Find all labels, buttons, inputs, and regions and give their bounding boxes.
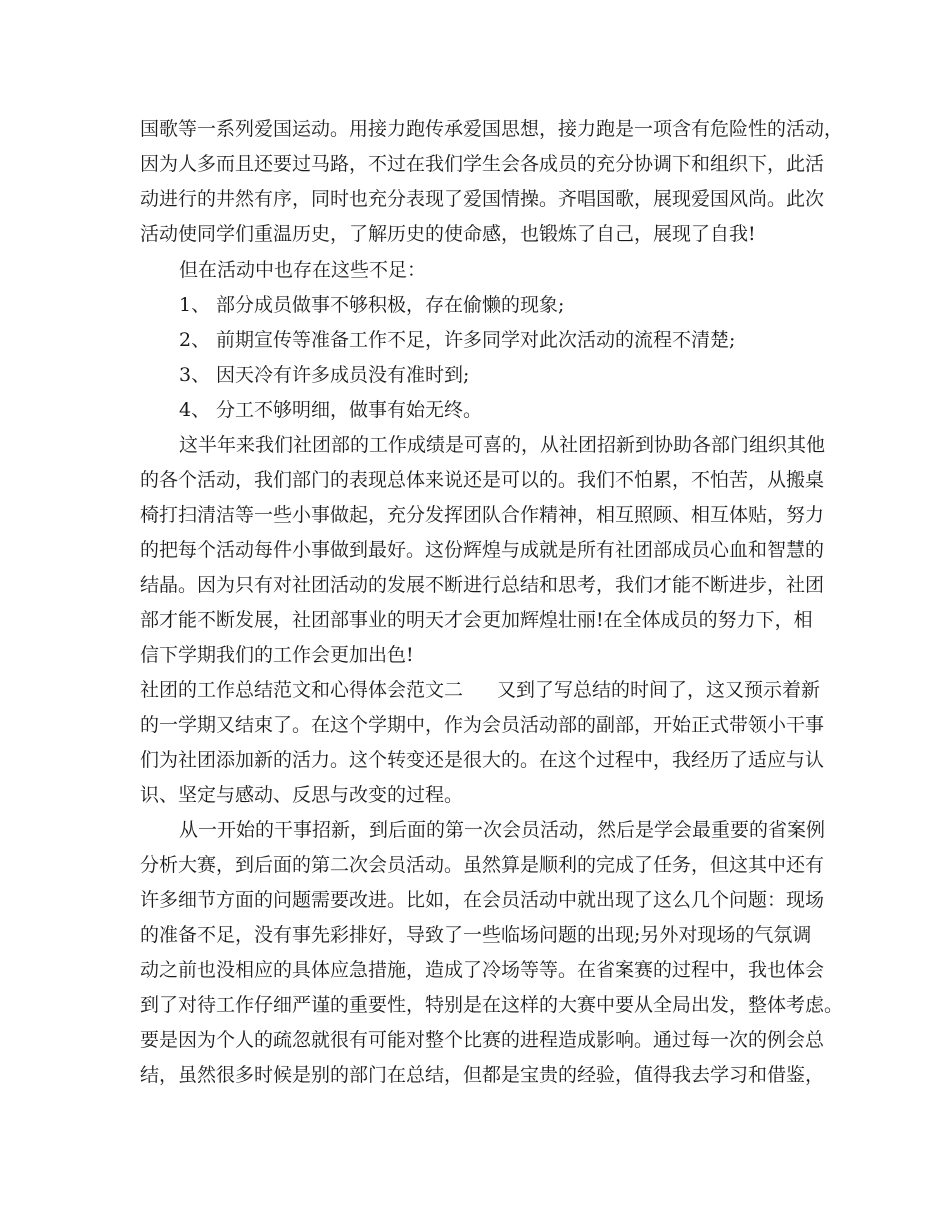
line-text: 的把每个活动每件小事做到最好。这份辉煌与成就是所有社团部成员心血和智慧的 xyxy=(140,539,825,561)
text-line-1 xyxy=(0,117,950,141)
line-text: 又到了写总结的时间了，这又预示着新 xyxy=(497,679,821,701)
list-item-4 xyxy=(0,398,950,422)
line-text: 要是因为个人的疏忽就很有可能对整个比赛的进程造成影响。通过每一次的例会总 xyxy=(140,1029,825,1051)
line-text: 分析大赛，到后面的第二次会员活动。虽然算是顺利的完成了任务，但这其中还有 xyxy=(140,854,825,876)
list-text: 因天冷有许多成员没有准时到; xyxy=(216,364,470,386)
text-line-16 xyxy=(0,503,950,527)
line-text: 活动使同学们重温历史，了解历史的使命感，也锻炼了自己，展现了自我! xyxy=(140,223,756,245)
line-text: 动进行的井然有序，同时也充分表现了爱国情操。齐唱国歌，展现爱国风尚。此次 xyxy=(140,188,825,210)
list-item-3 xyxy=(0,363,950,387)
line-text: 信下学期我们的工作会更加出色! xyxy=(140,644,414,666)
text-line-31 xyxy=(0,1028,950,1052)
list-number: 4、 xyxy=(179,399,211,421)
text-line-15 xyxy=(0,468,950,492)
list-text: 部分成员做事不够积极，存在偷懒的现象; xyxy=(216,294,565,316)
text-line-24 xyxy=(0,783,950,807)
section-title: 社团的工作总结范文和心得体会范文二 xyxy=(140,679,464,701)
line-text: 结晶。因为只有对社团活动的发展不断进行总结和思考，我们才能不断进步，社团 xyxy=(140,574,825,596)
text-line-19 xyxy=(0,608,950,632)
text-line-3 xyxy=(0,187,950,211)
line-text: 这半年来我们社团部的工作成绩是可喜的，从社团招新到协助各部门组织其他 xyxy=(179,434,826,456)
text-line-2 xyxy=(0,152,950,176)
list-number: 2、 xyxy=(179,329,211,351)
line-text: 但在活动中也存在这些不足： xyxy=(179,259,427,281)
list-text: 前期宣传等准备工作不足，许多同学对此次活动的流程不清楚; xyxy=(216,329,736,351)
list-number: 3、 xyxy=(179,364,211,386)
text-line-30 xyxy=(0,993,950,1017)
list-number: 1、 xyxy=(179,294,211,316)
line-text: 结，虽然很多时候是别的部门在总结，但都是宝贵的经验，值得我去学习和借鉴， xyxy=(140,1064,825,1086)
text-line-28 xyxy=(0,923,950,947)
list-text: 分工不够明细，做事有始无终。 xyxy=(216,399,483,421)
line-text: 部才能不断发展，社团部事业的明天才会更加辉煌壮丽!在全体成员的努力下，相 xyxy=(140,609,813,631)
line-text: 许多细节方面的问题需要改进。比如，在会员活动中就出现了这么几个问题：现场 xyxy=(140,889,825,911)
text-line-22 xyxy=(0,713,950,737)
text-line-23 xyxy=(0,748,950,772)
line-text: 到了对待工作仔细严谨的重要性，特别是在这样的大赛中要从全局出发，整体考虑。 xyxy=(140,994,844,1016)
text-line-5 xyxy=(0,258,950,282)
text-line-32 xyxy=(0,1063,950,1087)
section-title-line xyxy=(0,678,950,702)
line-text: 动之前也没相应的具体应急措施，造成了冷场等等。在省案赛的过程中，我也体会 xyxy=(140,959,825,981)
line-text: 们为社团添加新的活力。这个转变还是很大的。在这个过程中，我经历了适应与认 xyxy=(140,749,825,771)
text-line-20 xyxy=(0,643,950,667)
text-line-29 xyxy=(0,958,950,982)
line-text: 从一开始的干事招新，到后面的第一次会员活动，然后是学会最重要的省案例 xyxy=(179,819,826,841)
list-item-1 xyxy=(0,293,950,317)
text-line-26 xyxy=(0,853,950,877)
line-text: 识、坚定与感动、反思与改变的过程。 xyxy=(140,784,464,806)
text-line-27 xyxy=(0,888,950,912)
line-text: 的准备不足，没有事先彩排好，导致了一些临场问题的出现;另外对现场的气氛调 xyxy=(140,924,812,946)
list-item-2 xyxy=(0,328,950,352)
line-text: 的各个活动，我们部门的表现总体来说还是可以的。我们不怕累，不怕苦，从搬桌 xyxy=(140,469,825,491)
text-line-17 xyxy=(0,538,950,562)
line-text: 的一学期又结束了。在这个学期中，作为会员活动部的副部，开始正式带领小干事 xyxy=(140,714,825,736)
text-line-25 xyxy=(0,818,950,842)
text-line-18 xyxy=(0,573,950,597)
line-text: 因为人多而且还要过马路，不过在我们学生会各成员的充分协调下和组织下，此活 xyxy=(140,153,825,175)
text-line-14 xyxy=(0,433,950,457)
line-text: 国歌等一系列爱国运动。用接力跑传承爱国思想，接力跑是一项含有危险性的活动， xyxy=(140,118,844,140)
line-text: 椅打扫清洁等一些小事做起，充分发挥团队合作精神，相互照顾、相互体贴，努力 xyxy=(140,504,825,526)
text-line-4 xyxy=(0,222,950,246)
